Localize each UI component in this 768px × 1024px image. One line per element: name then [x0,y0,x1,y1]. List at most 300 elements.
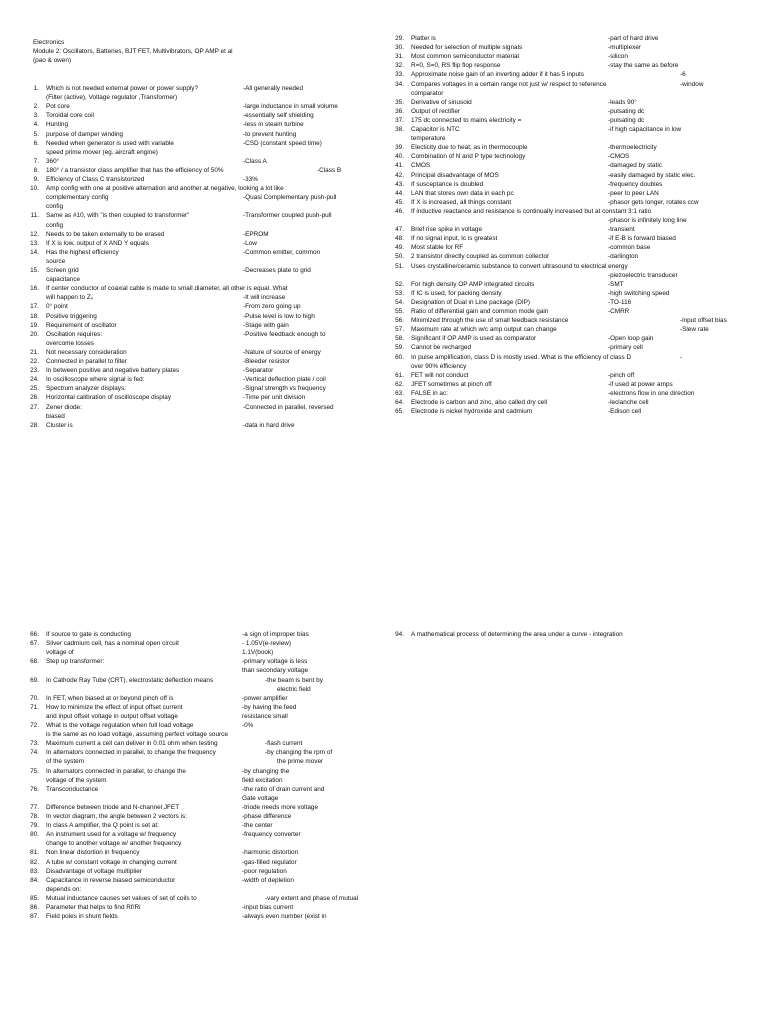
question-number: 64. [395,399,404,406]
question-item [390,116,760,125]
question-text: Same as #10, with "is then coupled to transformer" [46,212,190,220]
question-number: 30. [395,44,404,52]
answer-text: -6 [680,71,686,79]
question-number: 41. [395,162,404,170]
question-number: 78. [30,813,39,820]
question-item [25,348,365,357]
question-item [25,867,370,876]
question-item [390,70,760,79]
question-item [25,102,365,111]
question-item [390,389,760,398]
answer-text: -frequency doubles [608,180,663,188]
question-number: 39. [395,144,404,152]
question-continuation [390,216,760,225]
question-number: 53. [395,289,404,297]
question-text-cont: change to another voltage w/ another frequency [46,840,182,848]
question-number: 58. [395,335,404,343]
question-text: CMOS [411,162,431,170]
question-item [390,34,760,43]
question-number: 76. [30,785,39,793]
question-number: 73. [30,740,39,748]
question-text: Not necessary consideration [46,348,127,356]
answer-text-cont: -Quasi Complementary push-pull [243,194,337,202]
question-number: 3. [33,112,39,120]
answer-text: -pulsating dc [608,107,645,115]
question-item [390,243,760,252]
question-item [390,98,760,107]
question-item [25,312,365,321]
question-number: 85. [30,894,39,902]
question-number: 5. [33,130,39,138]
question-item [25,903,370,912]
answer-text: -power amplifier [242,694,288,702]
answer-text: -thermoelectricity [608,144,657,152]
question-item [25,321,365,330]
question-continuation [25,202,365,211]
question-text: In Cathode Ray Tube (CRT), electrostatic deflection means [46,676,214,684]
question-number: 28. [30,421,39,429]
question-number: 24. [30,376,39,384]
question-text-cont: biased [46,412,65,420]
question-number: 19. [30,321,39,329]
question-text: Most common semiconductor material [411,53,519,61]
question-number: 74. [30,749,39,757]
answer-text: -the beam is bent by [265,676,323,684]
question-text: 2 transistor directly coupled as common collector [411,253,550,261]
answer-text: -if used at power amps [608,380,673,388]
question-item [25,230,365,239]
answer-text: -TO-116 [608,298,632,306]
answer-text: -by changing the [242,767,290,775]
question-number: 63. [395,389,404,397]
question-text: Principal disadvantage of MOS [411,171,499,179]
question-number: 87. [30,913,39,921]
question-item [25,130,365,139]
question-number: 9. [33,176,39,183]
answer-text: -high switching speed [608,289,670,297]
question-item [25,248,365,257]
question-item [25,384,365,393]
question-number: 79. [30,822,39,830]
question-number: 84. [30,876,39,884]
question-item [25,767,370,776]
question-number: 80. [30,831,39,839]
answer-text: -part of hard drive [608,35,659,42]
question-number: 77. [30,803,39,811]
question-number: 47. [395,226,404,234]
question-number: 70. [30,694,39,702]
answer-text: -transient [608,226,635,234]
question-item [390,125,760,134]
answer-text: -easily damaged by static elec. [608,171,696,179]
question-text-cont: overcome losses [46,339,94,347]
question-text: Disadvantage of voltage multiplier [46,867,142,875]
question-continuation [25,221,365,230]
question-item [390,280,760,289]
question-text-cont: comparator [411,89,444,97]
answer-text-cont: the prime mover [277,758,324,766]
question-text: Spectrum analyzer displays: [46,385,126,393]
answer-text: -if E-B is forward biased [608,235,676,243]
question-number: 82. [30,858,39,866]
question-item [25,111,365,120]
question-item [25,821,370,830]
question-text: Zener diode: [46,403,82,411]
question-item [390,316,760,325]
question-text: In FET, when biased at or beyond pinch off is [46,694,174,702]
answer-text-cont: -piezoelectric transducer [608,271,678,279]
question-item [25,302,365,311]
question-item [25,803,370,812]
question-item [390,307,760,316]
question-continuation [390,89,760,98]
question-text: Maximum current a cell can deliver in 0.01 ohm when testing [46,740,218,748]
question-text-cont: capacitance [46,276,81,284]
question-number: 51. [395,262,404,270]
question-number: 55. [395,308,404,315]
question-number: 66. [30,631,39,638]
question-text: Silver cadmium cell, has a nominal open circuit [46,640,179,648]
question-number: 52. [395,280,404,288]
question-number: 60. [395,353,404,361]
question-item [25,120,365,129]
question-text: Toroidal core coil [46,112,94,120]
question-number: 8. [33,166,39,174]
question-continuation [25,257,365,266]
question-number: 27. [30,403,39,411]
question-text: Brief rise spike in voltage [411,226,483,234]
question-text: Approximate noise gain of an inverting adder if it has 5 inputs [411,71,585,79]
question-number: 7. [33,157,39,165]
answer-text: -by having the feed [242,703,297,711]
answer-text: -phasor gets longer, rotates ccw [608,198,699,206]
question-number: 33. [395,71,404,79]
question-item [25,284,365,293]
question-item [25,858,370,867]
question-item [390,334,760,343]
question-text: Needs to be taken externally to be erased [46,230,165,238]
answer-text: -stay the same as before [608,62,679,70]
answer-text: -Stage with gain [243,321,289,329]
answer-text-cont: -phasor is infinitely long line [608,217,687,224]
question-item [25,421,365,430]
answer-text: -peer to peer LAN [608,189,659,197]
question-text: Ratio of differential gain and common mode gain [411,308,549,315]
answer-text: -phase difference [242,813,292,820]
answer-text: -EPROM [243,230,269,238]
question-text: 360° [46,157,60,165]
question-continuation [25,685,370,694]
question-item [25,830,370,839]
question-number: 35. [395,98,404,106]
question-text: 175 dc connected to mains electricity = [411,116,522,124]
question-text: In pulse amplification, class D is mostly used. What is the efficiency of class D [411,353,632,361]
answer-text: -common base [608,244,651,252]
answer-text: -silicon [608,53,628,61]
answer-text: -electrons flow in one direction [608,389,695,397]
question-text: Significant if OP AMP is used as comparator [411,335,537,343]
answer-text: -darlington [608,253,639,261]
answer-text: -Separator [243,367,274,375]
question-item [390,371,760,380]
question-number: 17. [30,303,39,311]
question-text: If source to gate is conducting [46,631,131,638]
question-continuation [25,648,370,657]
question-item [390,161,760,170]
question-text: Non linear distortion in frequency [46,849,140,857]
question-text: How to minimize the effect of input offset current [46,703,183,711]
question-item [25,721,370,730]
question-number: 62. [395,380,404,388]
question-text: JFET sometimes at pinch off [411,380,492,388]
answer-text: -SMT [608,280,624,288]
answer-text: -the center [242,822,273,830]
question-item [25,676,370,685]
question-number: 57. [395,326,404,334]
answer-text: -the ratio of drain current and [242,785,325,793]
question-item [25,630,370,639]
question-continuation [390,134,760,143]
question-continuation [390,362,760,371]
question-item [390,298,760,307]
question-number: 50. [395,253,404,261]
question-text: Most stable for RF [411,244,464,252]
question-number: 20. [30,330,39,338]
answer-text: -triode needs more voltage [242,803,319,811]
question-number: 21. [30,348,39,356]
answer-text: -harmonic distortion [242,849,299,857]
question-continuation [25,193,365,202]
header-module: Module 2: Oscillators, Batteries, BJT FET, Multivibrators, OP AMP et al [33,48,233,56]
question-number: 37. [395,116,404,124]
question-text: Derivative of sinusoid [411,98,472,106]
question-item [390,180,760,189]
question-number: 59. [395,344,404,352]
question-continuation [390,271,760,280]
question-number: 25. [30,385,39,393]
answer-text: -Transformer coupled push-pull [243,212,332,220]
answer-text: -poor regulation [242,867,287,875]
answer-text: -width of depletion [242,876,294,884]
question-continuation [25,339,365,348]
question-number: 56. [395,317,404,325]
question-continuation [25,794,370,803]
question-item [390,171,760,180]
answer-text: -flash current [265,740,303,748]
question-text-cont: source [46,257,66,265]
question-text-cont: depends on: [46,885,82,893]
question-text: Requirement of oscillator [46,321,117,329]
question-text: Oscillation requires: [46,330,103,338]
answer-text-cont: 1.1V(book) [242,649,274,657]
question-text: Difference between triode and N-channel JFET [46,803,180,811]
question-number: 61. [395,371,404,379]
answer-text: -CMRR [608,308,630,315]
question-number: 26. [30,394,39,402]
question-number: 13. [30,239,39,247]
question-number: 46. [395,207,404,215]
question-number: 45. [395,198,404,206]
question-item [25,84,365,93]
question-text: Designation of Dual in Line package (DIP) [411,298,531,306]
question-text: If X is low, output of X AND Y equals [46,239,149,247]
answer-text: -frequency converter [242,831,301,839]
question-number: 18. [30,312,39,320]
question-item [25,330,365,339]
question-text: 180° / a transistor class amplifier that has the efficiency of 50% [46,166,224,174]
answer-text: -leads 90° [608,98,637,106]
question-item [25,175,365,184]
question-text: Field poles in shunt fields [46,913,118,921]
question-text: In class A amplifier, the Q point is set at: [46,822,159,830]
question-continuation [25,93,365,102]
question-text: Compares voltages in a certain range not just w/ respect to reference [411,80,607,88]
question-item [390,52,760,61]
question-text: Which is not needed external power or power supply? [46,85,199,92]
question-item [390,43,760,52]
question-item [25,375,365,384]
question-item [390,343,760,352]
question-number: 49. [395,244,404,252]
question-number: 72. [30,722,39,729]
answer-text: -CSD (constant speed time) [243,139,322,147]
question-text: LAN that stores own data in each pc [411,189,514,197]
answer-text: -Bleeder resistor [243,358,290,365]
question-continuation [25,885,370,894]
answer-text: -Signal strength vs frequency [243,385,326,393]
question-text: Needed for selection of multiple signals [411,44,523,52]
question-number: 34. [395,80,404,88]
question-text-cont: (Filter (active), Voltage regulator ,Transformer) [46,94,178,102]
question-number: 2. [33,103,39,111]
question-number: 75. [30,767,39,775]
answer-text: -From zero going up [243,303,301,311]
question-text: Amp config with one at positive alternation and another at negative, looking a lot like [46,185,284,193]
question-text: FALSE in ac: [411,389,448,397]
question-text-cont: and input offset voltage in output offset voltage [46,712,178,720]
answer-text-cont: resistance small [242,712,288,720]
question-text: Step up transformer: [46,658,105,666]
question-number: 29. [395,35,404,42]
answer-text-cont: than secondary voltage [242,667,309,675]
question-text: Hunting [46,121,69,129]
question-text: In between positive and negative battery plates [46,367,180,375]
question-text-cont: config [46,203,64,211]
question-item [25,366,365,375]
question-item [25,694,370,703]
answer-text: -CMOS [608,153,630,161]
question-text: In alternators connected in parallel, to change the [46,767,186,775]
question-continuation [25,839,370,848]
answer-text: -All generally needed [243,85,304,92]
question-item [390,325,760,334]
question-item [25,139,365,148]
question-number: 43. [395,180,404,188]
question-text: If inductive reactance and resistance is continually increased but at constant 3:1 ratio [411,207,652,215]
question-text: For high density OP AMP integrated circuits [411,280,535,288]
answer-text: -0% [242,722,254,729]
question-item [390,107,760,116]
question-number: 44. [395,189,404,197]
question-item [25,393,365,402]
answer-text: -multiplexer [608,44,642,52]
question-item [390,407,760,416]
question-continuation [25,730,370,739]
answer-text: -input offset bias [680,317,727,325]
answer-text-cont: electric field [277,685,311,693]
header-authors: (pao & owen) [33,57,72,65]
question-item [390,262,760,271]
question-text: Capacitor is NTC [411,126,460,133]
question-text: Needed when generator is used with variable [46,139,174,147]
answer-text: -window [680,80,704,88]
question-text: Combination of N and P type technology [411,153,526,161]
question-continuation [25,412,365,421]
question-number: 15. [30,267,39,274]
question-text: What is the voltage regulation when full load voltage [46,722,194,729]
question-number: 94. [395,631,404,638]
document-header [33,38,333,65]
answer-text: -Nature of source of energy [243,348,321,356]
question-text: Electrode is nickel hydroxide and cadmium [411,408,533,416]
question-text-cont: complementary config [46,194,109,202]
question-item [390,198,760,207]
question-item [390,289,760,298]
question-item [390,225,760,234]
question-text-cont: of the system [46,758,85,766]
question-text: Mutual inductance causes set values of set of coils to [46,894,197,902]
answer-text-cont: field excitation [242,776,283,784]
question-continuation [25,757,370,766]
answer-text: -damaged by static [608,162,662,170]
question-text: Electrode is carbon and zinc, also called dry cell [411,399,548,406]
question-text: If susceptance is doubled [411,180,484,188]
question-item [390,398,760,407]
question-text: Output of rectifier [411,107,461,115]
answer-text: -Vertical deflection plate / coil [243,376,326,384]
question-item [25,211,365,220]
answer-text: -primary voltage is less [242,658,308,666]
question-text: If IC is used, for packing density [411,289,502,297]
question-number: 36. [395,107,404,115]
question-text: Horizontal calibration of oscilloscope display [46,394,172,402]
answer-text: -33% [243,176,258,183]
question-text: Parameter that helps to find Rf/Ri [46,904,141,911]
question-item [25,403,365,412]
question-text: In alternators connected in parallel, to change the frequency [46,749,216,757]
answer-text: -if high capacitance in low [608,126,682,133]
question-text-cont: speed prime mover (eg. aircraft engine) [46,148,158,156]
question-number: 31. [395,53,404,61]
question-number: 38. [395,126,404,133]
question-text: If center conductor of coaxial cable is made to small diameter, all other is equal. What [46,285,288,293]
question-number: 6. [33,139,39,147]
question-number: 48. [395,235,404,243]
question-text: An instrument used for a voltage w/ frequency [46,831,177,839]
question-item [25,876,370,885]
answer-text: -essentially self shielding [243,112,314,120]
question-item [25,184,365,193]
question-text: Positive triggering [46,312,97,320]
answer-text: -pinch off [608,371,635,379]
answer-text: -always even number (exist in [242,913,327,921]
answer-text: -Time per unit division [243,394,306,402]
question-number: 71. [30,703,39,711]
answer-text: -to prevent hunting [243,130,297,138]
question-item [25,748,370,757]
question-text-cont: temperature [411,135,446,143]
question-item [390,189,760,198]
